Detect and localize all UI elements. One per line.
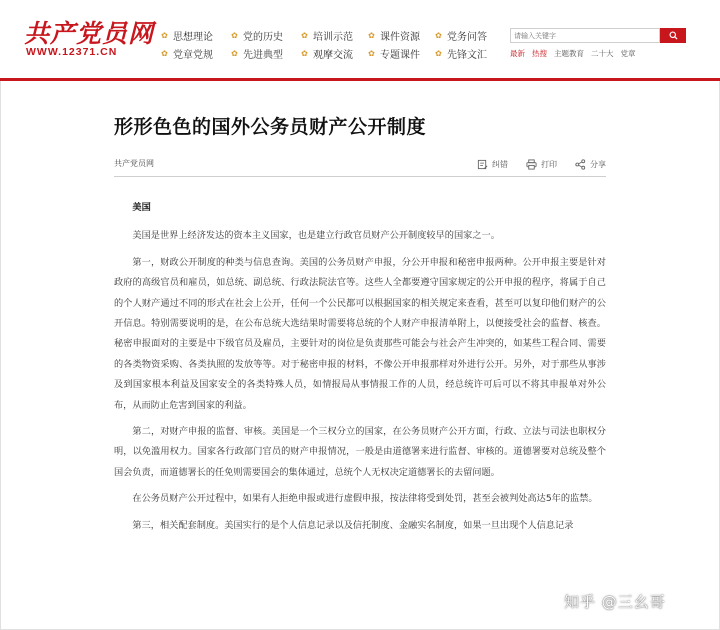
nav-item-label: 专题课件 [380,50,420,61]
nav-item-exchange[interactable] [300,46,353,61]
nav-item-models[interactable] [230,46,283,61]
hotlink-constitution[interactable]: 党章 [620,49,636,58]
hot-links [510,48,643,60]
article-body [114,198,606,536]
site-header [0,0,720,78]
nav-item-label: 先锋文汇 [447,50,487,61]
nav-item-label: 党务问答 [447,32,487,43]
printer-icon [526,159,537,170]
share-icon [575,159,586,170]
nav-item-qa[interactable] [434,28,487,43]
nav-item-rules[interactable] [160,46,213,61]
search-button[interactable] [660,28,686,43]
nav-item-training[interactable] [300,28,353,43]
article-title: 形形色色的国外公务员财产公开制度 [114,116,427,138]
share-label: 分享 [590,159,606,169]
edit-icon [477,159,488,170]
nav-item-courseware[interactable] [367,46,420,61]
logo-url: WWW.12371.CN [26,46,118,58]
article-meta [114,156,606,172]
zhihu-watermark: 知乎 @三幺哥 [564,593,666,611]
site-logo[interactable] [24,14,155,64]
flower-bullet-icon: ✿ [368,31,375,40]
flower-bullet-icon: ✿ [231,49,238,58]
nav-item-label: 先进典型 [243,50,283,61]
flower-bullet-icon: ✿ [161,31,168,40]
nav-item-label: 观摩交流 [313,50,353,61]
hotlink-theme-education[interactable]: 主题教育 [554,49,584,58]
print-button[interactable] [526,159,557,170]
header-divider [0,78,720,81]
nav-item-resources[interactable] [367,28,420,43]
nav-item-essays[interactable] [434,46,487,61]
nav-item-theory[interactable] [160,28,213,43]
paragraph: 美国是世界上经济发达的资本主义国家，也是建立行政官员财产公开制度较早的国家之一。 [132,230,500,242]
flower-bullet-icon: ✿ [435,49,442,58]
hotlink-20th-congress[interactable]: 二十大 [591,49,614,58]
paragraph: 第三，相关配套制度。美国实行的是个人信息记录以及信托制度、金融实名制度，如果一旦出现个人信息记录 [132,519,574,531]
flower-bullet-icon: ✿ [301,31,308,40]
flower-bullet-icon: ✿ [301,49,308,58]
paragraph: 第二，对财产申报的监督、审核。美国是一个三权分立的国家，在公务员财产公开方面，行政、立法与司法也职权分明，以免滥用权力。国家各行政部门官员的财产申报情况，一般是由道德署来进行监督、审核的。道德署要对总统及整个国会负责，而道德署长的任免则需要国会的集体通过，总统个人无权决定道德署长的去留问题。 [114,426,606,478]
hotlink-trending[interactable]: 热搜 [532,49,547,58]
meta-divider [114,176,606,177]
search-box [510,28,686,43]
correct-button[interactable] [477,159,508,170]
correct-label: 纠错 [492,159,508,169]
nav-item-label: 思想理论 [173,32,213,43]
article-source: 共产党员网 [114,159,154,168]
search-icon [669,31,678,40]
paragraph: 在公务员财产公开过程中，如果有人拒绝申报或进行虚假申报，按法律将受到处罚，甚至会被判处高达5年的监禁。 [132,493,598,505]
paragraph: 第一，财政公开制度的种类与信息查询。美国的公务员财产申报，分公开申报和秘密申报两种。公开申报主要是针对政府的高级官员和雇员，如总统、副总统、行政法院法官等。这些人全都要遵守国家规定的公开申报的程序，将属于自己的个人财产通过不同的形式在社会上公开，任何一个公民都可以根据国家的相关规定来查看，甚至可以复印他们财产的公开信息。特别需要说明的是，在公布总统大选结果时需要将总统的个人财产申报清单附上，以便接受社会的监督、核查。秘密申报面对的主要是中下级官员及雇员，主要针对的岗位是负责那些可能会与社会产生冲突的，如某些工程合同、需要的各类物资采购、各类执照的发放等等。对于秘密申报的材料，不像公开申报那样对外进行公开。另外，对于那些从事涉及到国家根本利益及国家安全的各类特殊人员，如情报局从事情报工作的人员，经总统许可后可以不将其申报单对外公布，从而防止危害到国家的利益。 [114,256,606,411]
flower-bullet-icon: ✿ [368,49,375,58]
share-button[interactable] [575,159,606,170]
nav-item-label: 党的历史 [243,32,283,43]
flower-bullet-icon: ✿ [161,49,168,58]
logo-text: 共产党员网 [24,19,155,48]
section-heading: 美国 [132,202,151,213]
flower-bullet-icon: ✿ [231,31,238,40]
main-nav [160,28,500,64]
print-label: 打印 [541,159,557,169]
nav-item-label: 课件资源 [380,32,420,43]
nav-item-history[interactable] [230,28,283,43]
search-input[interactable] [510,28,660,43]
nav-item-label: 培训示范 [313,32,353,43]
hotlink-latest[interactable]: 最新 [510,49,525,58]
nav-item-label: 党章党规 [173,50,213,61]
flower-bullet-icon: ✿ [435,31,442,40]
article-tools [459,156,606,172]
